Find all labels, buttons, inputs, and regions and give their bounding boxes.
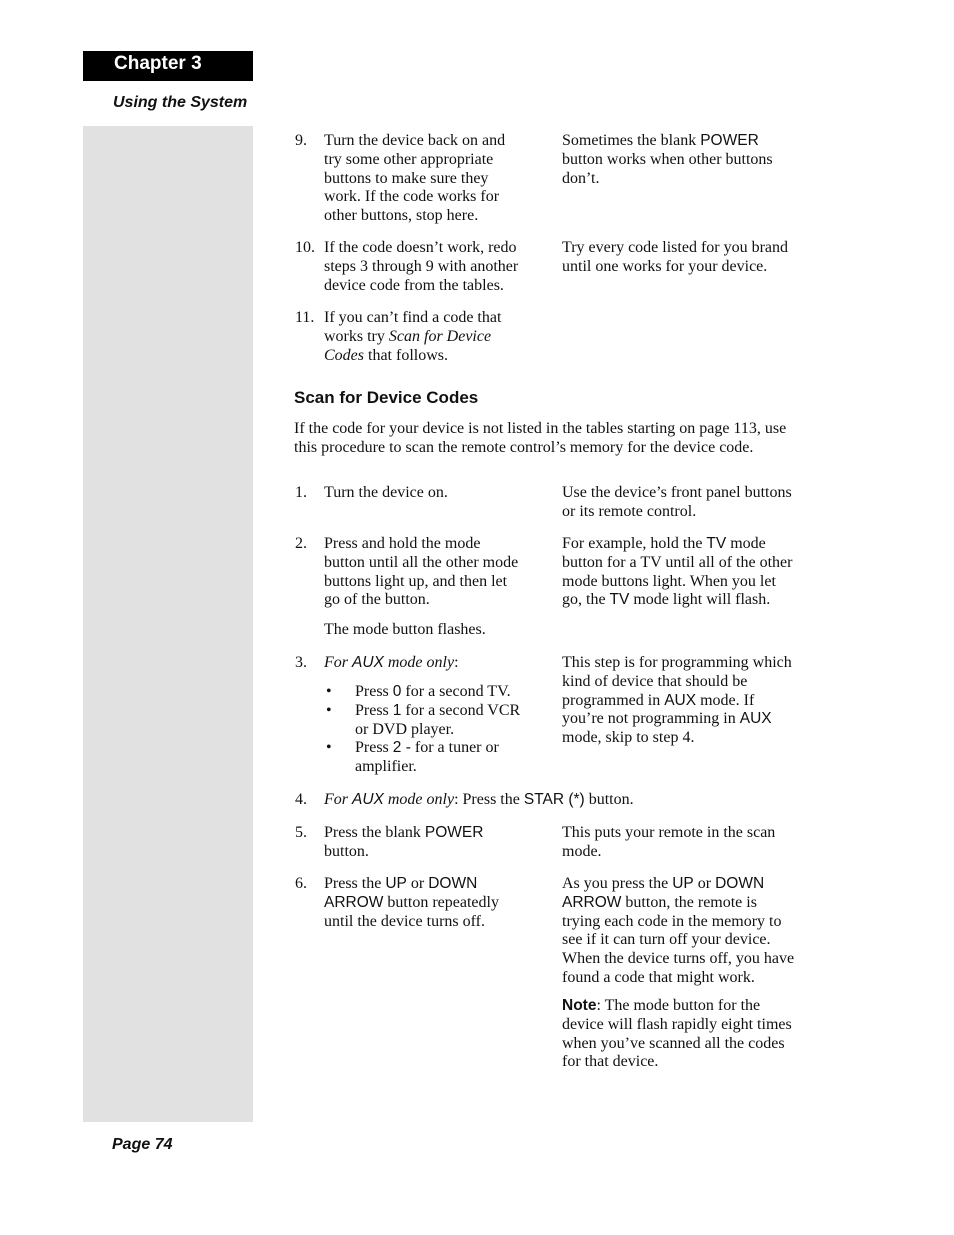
text-run: Press — [355, 702, 393, 719]
text-run: : Press the — [454, 791, 524, 808]
step-3-note — [562, 654, 792, 748]
text-run: For example, hold the — [562, 535, 707, 552]
key-label: ARROW — [562, 893, 622, 911]
section-heading: Scan for Device Codes — [294, 388, 479, 407]
key-label: AUX — [352, 791, 384, 808]
text-line: If you can’t find a code that — [324, 309, 502, 326]
bullet-item — [355, 739, 499, 777]
text-run: : — [454, 654, 459, 671]
note-label: Note — [562, 997, 597, 1014]
text-run: go, the — [562, 591, 610, 609]
key-label: ARROW — [324, 893, 384, 911]
text-line: Turn the device back on and — [324, 132, 506, 149]
key-label: TV — [609, 591, 630, 609]
text-line: This puts your remote in the scan — [562, 824, 776, 841]
key-label: 0 — [392, 683, 402, 700]
text-line: see if it can turn off your device. — [562, 931, 771, 949]
step-number: 3. — [295, 654, 307, 671]
text-run: For — [324, 791, 352, 808]
text-line: amplifier. — [355, 757, 417, 775]
text-line: or its remote control. — [562, 502, 697, 520]
section-reference: Codes — [324, 346, 364, 364]
text-run: mode light will flash. — [629, 591, 771, 609]
text-line: device code from the tables. — [324, 276, 504, 294]
step-10-note — [562, 239, 788, 277]
step-5-text — [324, 824, 483, 862]
section-reference: Scan for Device — [388, 327, 492, 345]
text-run: mode. If — [696, 691, 755, 709]
text-line: Use the device’s front panel buttons — [562, 484, 792, 501]
step-number: 10. — [295, 239, 315, 256]
text-line: for that device. — [562, 1053, 659, 1071]
step-number: 5. — [295, 824, 307, 841]
text-line: steps 3 through 9 with another — [324, 257, 519, 275]
text-line: go of the button. — [324, 591, 430, 609]
key-label: UP — [672, 875, 694, 892]
text-line: until one works for your device. — [562, 257, 768, 275]
text-line: don’t. — [562, 169, 600, 187]
text-line: When the device turns off, you have — [562, 950, 795, 968]
text-line: If the code doesn’t work, redo — [324, 239, 517, 256]
text-run: Sometimes the blank — [562, 132, 701, 149]
step-4-text — [324, 791, 634, 810]
bullet-item — [355, 702, 520, 740]
step-number: 4. — [295, 791, 307, 808]
text-line: try some other appropriate — [324, 150, 494, 168]
text-line: buttons to make sure they — [324, 169, 489, 187]
section-title: Using the System — [113, 94, 248, 111]
text-line: found a code that might work. — [562, 968, 755, 986]
text-run: that follows. — [364, 346, 448, 364]
text-line: Try every code listed for you brand — [562, 239, 789, 256]
key-label: TV — [706, 535, 727, 552]
text-run: for a tuner or — [410, 739, 499, 756]
chapter-tab: Chapter 3 — [83, 51, 253, 81]
step-1-text: Turn the device on. — [324, 484, 448, 501]
text-line: mode, skip to step 4. — [562, 729, 695, 747]
step-number: 6. — [295, 875, 307, 892]
text-line: This step is for programming which — [562, 654, 792, 671]
text-run: For — [324, 654, 352, 671]
text-run: programmed in — [562, 691, 665, 709]
text-line: buttons light up, and then let — [324, 572, 508, 590]
bullet-marker: • — [326, 702, 332, 719]
text-line: device will flash rapidly eight times — [562, 1015, 792, 1033]
text-line: mode. — [562, 842, 602, 860]
step-number: 2. — [295, 535, 307, 552]
text-line: trying each code in the memory to — [562, 912, 782, 930]
text-run: Press the blank — [324, 824, 425, 841]
bullet-marker: • — [326, 739, 332, 756]
text-run: Press — [355, 739, 393, 756]
text-run: for a second VCR — [401, 702, 521, 719]
text-line: other buttons, stop here. — [324, 207, 479, 225]
key-label: AUX — [739, 710, 772, 728]
text-line: button until all the other mode — [324, 553, 519, 571]
step-1-note — [562, 484, 792, 522]
text-run: button. — [584, 791, 634, 808]
text-run: As you press the — [562, 875, 673, 892]
step-6-note — [562, 875, 794, 988]
key-label: POWER — [700, 132, 759, 149]
text-line: work. If the code works for — [324, 188, 500, 206]
key-label: AUX — [352, 654, 384, 671]
step-2-result: The mode button flashes. — [324, 621, 486, 638]
scan-note — [562, 997, 792, 1072]
step-2-text — [324, 535, 518, 610]
step-10-text — [324, 239, 518, 295]
text-run: Press — [355, 683, 393, 700]
key-label: STAR (*) — [523, 791, 585, 808]
step-number: 9. — [295, 132, 307, 149]
text-line: or DVD player. — [355, 720, 455, 738]
text-run: you’re not programming in — [562, 710, 740, 728]
text-line: button for a TV until all of the other — [562, 553, 793, 571]
key-label: DOWN — [428, 875, 478, 892]
text-run: : The mode button for the — [596, 997, 761, 1014]
step-2-note — [562, 535, 792, 610]
text-line: button works when other buttons — [562, 150, 773, 168]
text-run: button repeatedly — [383, 893, 499, 911]
page-number: Page 74 — [112, 1136, 173, 1153]
text-line: mode buttons light. When you let — [562, 572, 776, 590]
step-9-text — [324, 132, 505, 226]
key-label: POWER — [424, 824, 484, 841]
text-run: for a second TV. — [401, 683, 511, 700]
text-line: when you’ve scanned all the codes — [562, 1034, 785, 1052]
step-11-text — [324, 309, 501, 365]
text-run: mode — [726, 535, 766, 552]
text-line: until the device turns off. — [324, 912, 485, 930]
step-number: 1. — [295, 484, 307, 501]
sidebar-margin — [83, 126, 253, 1122]
text-run: or — [693, 875, 716, 892]
key-label: AUX — [664, 691, 697, 709]
text-run: button, the remote is — [621, 893, 757, 911]
step-6-text — [324, 875, 499, 931]
text-run: mode only — [383, 791, 455, 808]
bullet-marker: • — [326, 683, 332, 700]
key-label: DOWN — [715, 875, 765, 892]
step-3-lead — [324, 654, 459, 673]
step-number: 11. — [295, 309, 315, 326]
step-5-note — [562, 824, 775, 862]
text-line: If the code for your device is not listed in the tables starting on page 113, use — [294, 420, 787, 437]
text-run: Press the — [324, 875, 386, 892]
text-line: button. — [324, 842, 369, 860]
text-run: or — [406, 875, 429, 892]
key-label: 1 — [392, 702, 402, 719]
intro-paragraph — [294, 420, 786, 458]
key-label: UP — [385, 875, 407, 892]
step-9-note — [562, 132, 773, 188]
key-label: 2 - — [392, 739, 411, 756]
text-line: kind of device that should be — [562, 672, 748, 690]
text-line: Press and hold the mode — [324, 535, 481, 552]
text-line: this procedure to scan the remote control’s memory for the device code. — [294, 438, 754, 456]
bullet-item — [355, 683, 511, 702]
text-run: mode only — [383, 654, 455, 671]
text-run: works try — [324, 327, 389, 345]
